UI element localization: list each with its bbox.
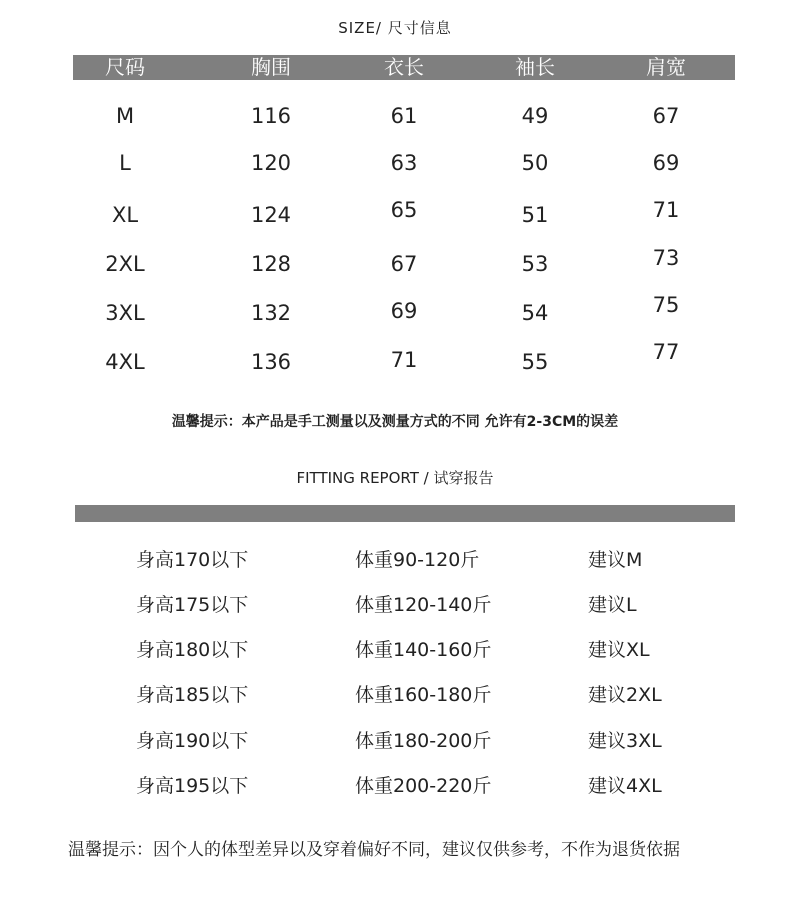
shoulder-cell: 73 (652, 246, 680, 270)
suggest-cell: 建议XL (588, 639, 650, 661)
size-cell: L (119, 151, 131, 175)
length-cell: 67 (390, 252, 418, 276)
height-cell: 身高180以下 (136, 639, 249, 661)
length-cell: 71 (390, 348, 418, 372)
fitting-header-bar (75, 505, 735, 522)
size-cell: 3XL (105, 301, 145, 325)
sleeve-cell: 49 (521, 104, 549, 128)
suggest-cell: 建议L (588, 594, 637, 616)
suggest-cell: 建议2XL (588, 684, 662, 706)
length-cell: 63 (390, 151, 418, 175)
length-cell: 69 (390, 299, 418, 323)
chest-cell: 132 (250, 301, 292, 325)
height-cell: 身高195以下 (136, 775, 249, 797)
height-cell: 身高190以下 (136, 730, 249, 752)
size-table-header (73, 55, 735, 80)
size-note: 温馨提示：本产品是手工测量以及测量方式的不同 允许有2-3CM的误差 (171, 414, 619, 430)
chest-cell: 136 (250, 350, 292, 374)
shoulder-cell: 71 (652, 198, 680, 222)
weight-cell: 体重90-120斤 (355, 549, 480, 571)
suggest-cell: 建议3XL (588, 730, 662, 752)
length-cell: 61 (390, 104, 418, 128)
shoulder-cell: 69 (652, 151, 680, 175)
height-cell: 身高185以下 (136, 684, 249, 706)
sleeve-cell: 50 (521, 151, 549, 175)
weight-cell: 体重200-220斤 (355, 775, 492, 797)
size-cell: 4XL (105, 350, 145, 374)
fitting-note: 温馨提示：因个人的体型差异以及穿着偏好不同，建议仅供参考，不作为退货依据 (68, 840, 680, 860)
length-cell: 65 (390, 198, 418, 222)
header-sleeve: 袖长 (515, 55, 555, 79)
chest-cell: 116 (250, 104, 292, 128)
header-chest: 胸围 (251, 55, 291, 79)
chest-cell: 128 (250, 252, 292, 276)
shoulder-cell: 75 (652, 293, 680, 317)
fitting-section-title: FITTING REPORT / 试穿报告 (296, 469, 494, 487)
chest-cell: 124 (250, 203, 292, 227)
weight-cell: 体重140-160斤 (355, 639, 492, 661)
sleeve-cell: 51 (521, 203, 549, 227)
weight-cell: 体重180-200斤 (355, 730, 492, 752)
size-cell: M (115, 104, 135, 128)
header-shoulder: 肩宽 (646, 55, 686, 79)
sleeve-cell: 55 (521, 350, 549, 374)
header-size: 尺码 (105, 55, 145, 79)
weight-cell: 体重120-140斤 (355, 594, 492, 616)
header-length: 衣长 (384, 55, 424, 79)
shoulder-cell: 77 (652, 340, 680, 364)
weight-cell: 体重160-180斤 (355, 684, 492, 706)
suggest-cell: 建议4XL (588, 775, 662, 797)
sleeve-cell: 53 (521, 252, 549, 276)
size-cell: 2XL (105, 252, 145, 276)
height-cell: 身高175以下 (136, 594, 249, 616)
size-section-title: SIZE/ 尺寸信息 (338, 19, 452, 37)
suggest-cell: 建议M (588, 549, 643, 571)
shoulder-cell: 67 (652, 104, 680, 128)
sleeve-cell: 54 (521, 301, 549, 325)
size-cell: XL (111, 203, 139, 227)
chest-cell: 120 (250, 151, 292, 175)
height-cell: 身高170以下 (136, 549, 249, 571)
